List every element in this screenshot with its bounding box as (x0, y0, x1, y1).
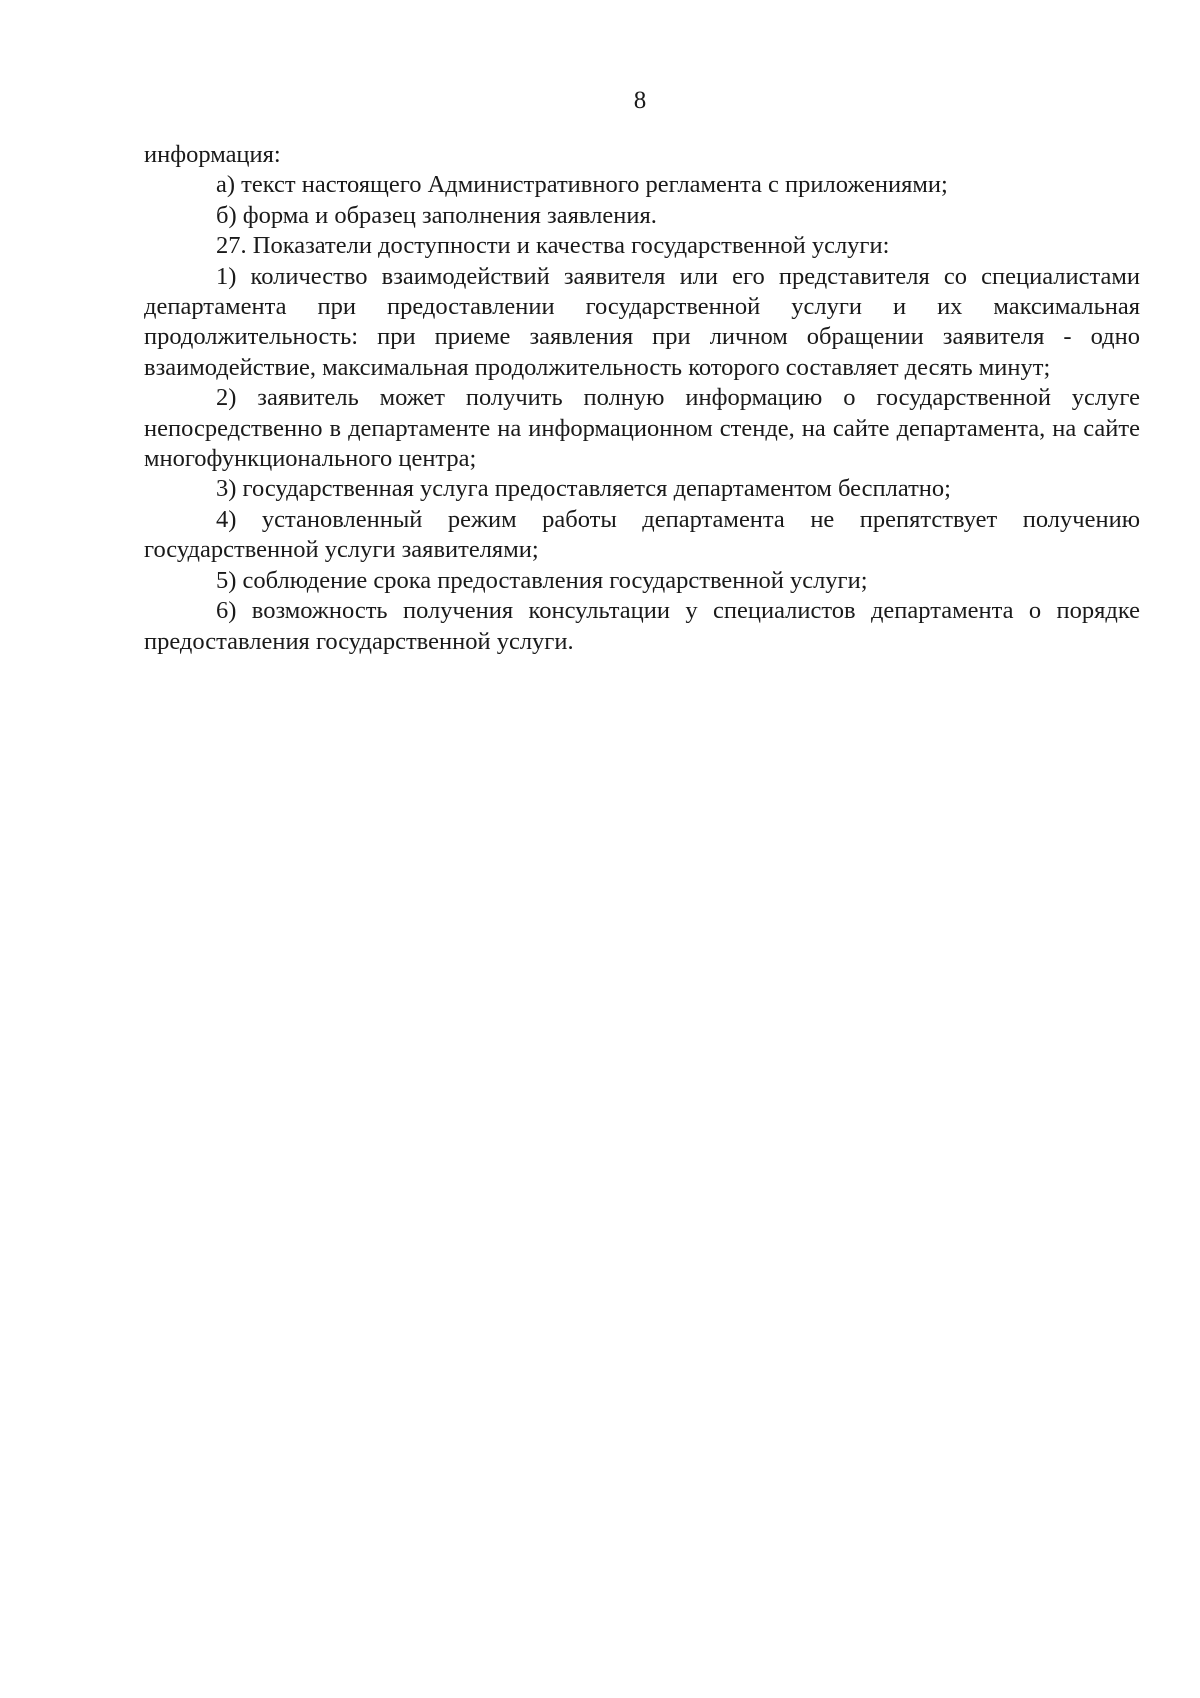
paragraph-information-continuation: информация: (144, 141, 281, 168)
paragraph-indicator-5: 5) соблюдение срока предоставления государственной услуги; (216, 566, 868, 594)
paragraph-section-27: 27. Показатели доступности и качества государственной услуги: (216, 232, 890, 260)
page-number: 8 (633, 87, 647, 114)
paragraph-item-a: а) текст настоящего Административного регламента с приложениями; (216, 171, 948, 199)
document-body (144, 140, 1140, 657)
paragraph-indicator-2: 2) заявитель может получить полную информацию о государственной услуге непосредственно в департаменте на информационном стенде, на сайте департамента, на сайте многофункционального центра; (144, 384, 1140, 473)
paragraph-indicator-1: 1) количество взаимодействий заявителя или его представителя со специалистами департамента при предоставлении государственной услуги и их максимальная продолжительность: при приеме заявления при личном обращении заявителя - одно взаимодействие, максимальная продолжительность которого составляет десять минут; (144, 262, 1140, 381)
paragraph-item-b: б) форма и образец заполнения заявления. (216, 201, 657, 229)
paragraph-indicator-4: 4) установленный режим работы департамента не препятствует получению государственной услуги заявителями; (144, 505, 1140, 564)
paragraph-indicator-6: 6) возможность получения консультации у специалистов департамента о порядке предоставления государственной услуги. (144, 597, 1140, 655)
paragraph-indicator-3: 3) государственная услуга предоставляется департаментом бесплатно; (216, 475, 951, 503)
